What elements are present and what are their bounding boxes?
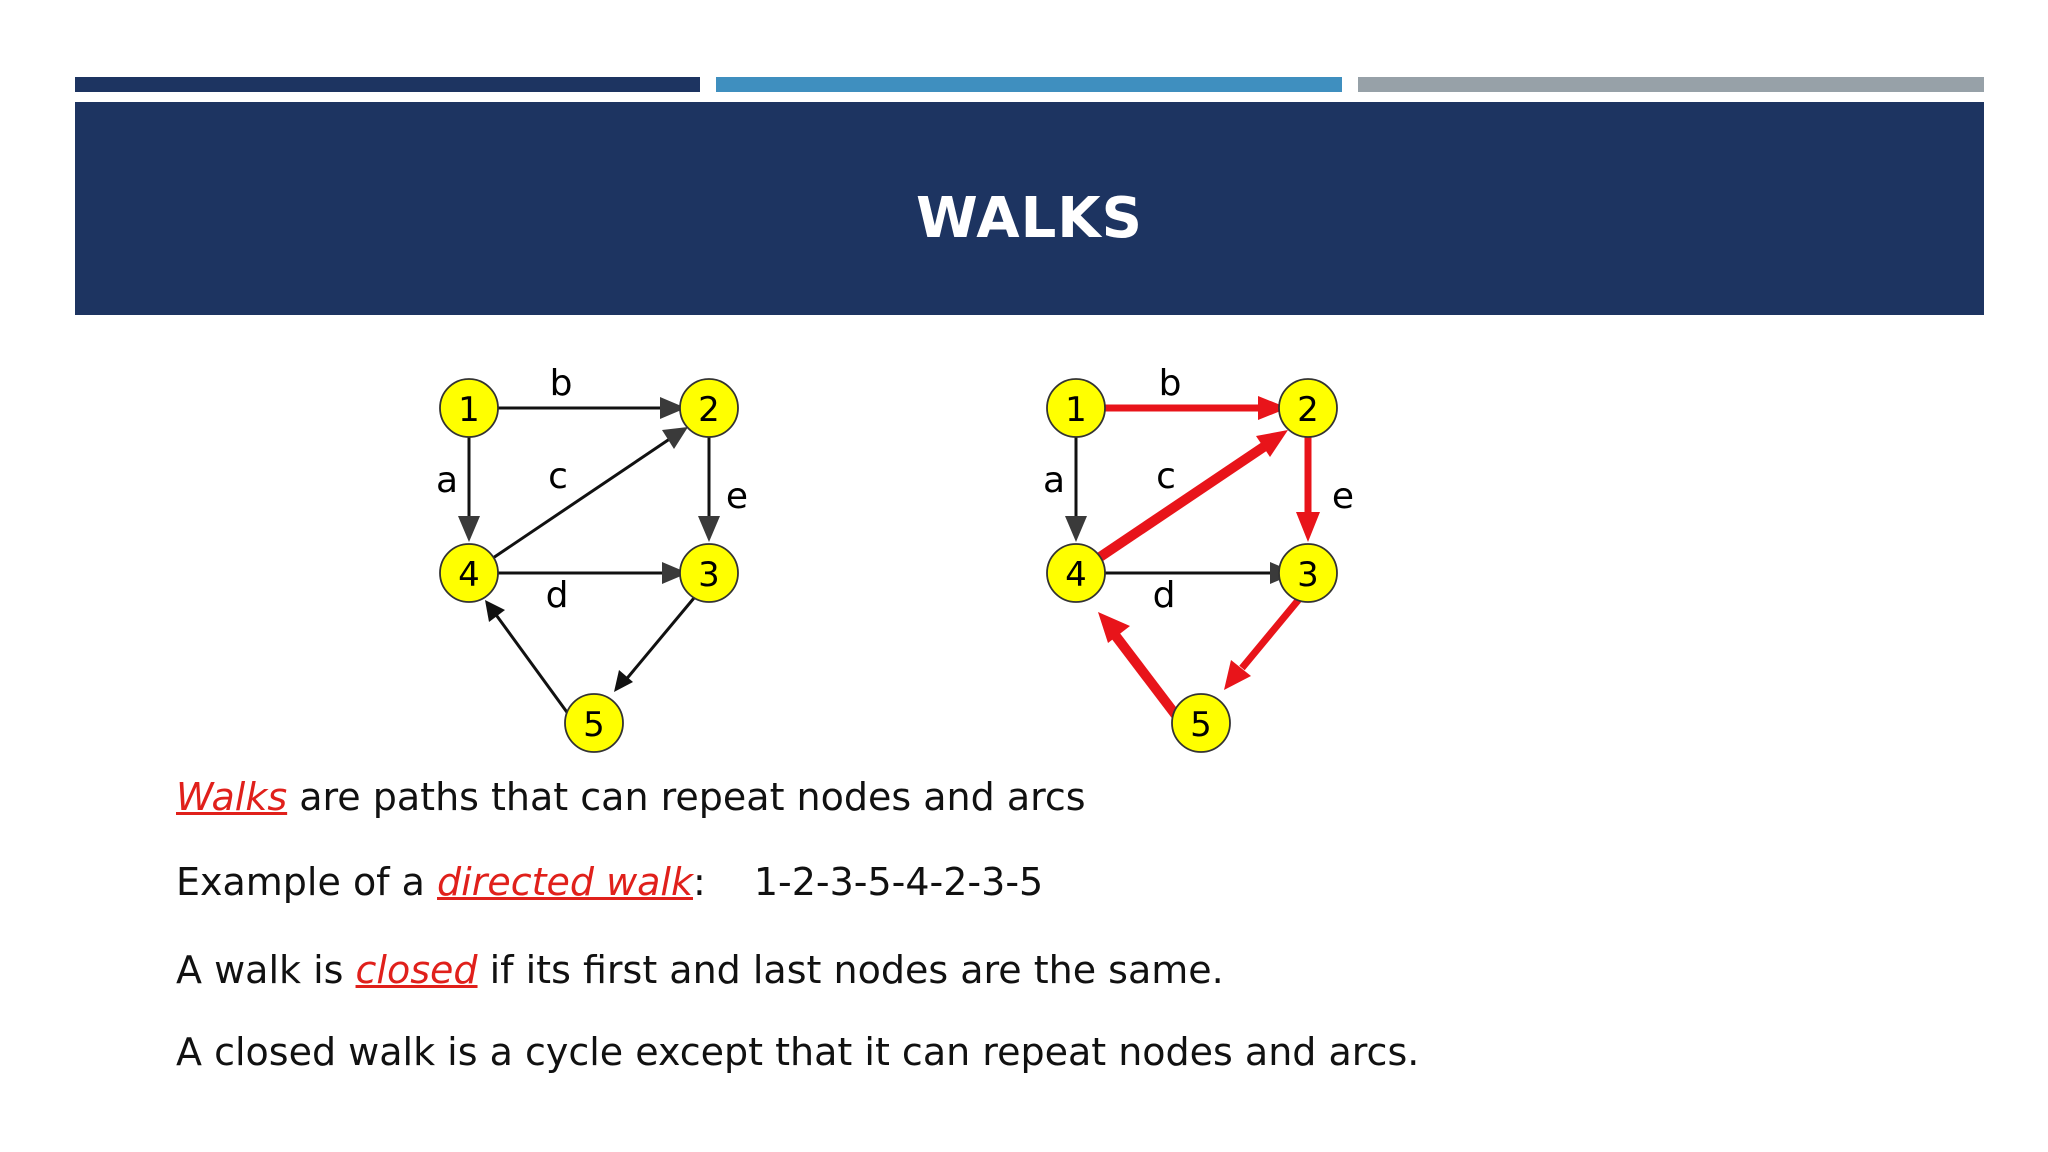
walk-edge-4-2 [1100, 444, 1268, 557]
closed-definition-text: if its first and last nodes are the same. [477, 948, 1224, 992]
arrowhead-c-left [662, 427, 688, 449]
arrowhead-e-left [698, 516, 720, 542]
edge-label-c-right: c [1156, 456, 1176, 497]
edge-label-e-left: e [725, 476, 749, 517]
node-label-1-left: 1 [458, 390, 480, 430]
node-label-3-right: 3 [1297, 555, 1319, 595]
graph-right [1043, 363, 1354, 752]
arrowhead-a-left [458, 516, 480, 542]
edge-3-5-left [624, 598, 694, 682]
term-closed: closed [355, 948, 478, 992]
node-label-3-left: 3 [698, 555, 720, 595]
example-prefix: Example of a [176, 860, 438, 904]
edge-label-d-left: d [545, 575, 569, 616]
node-label-5-left: 5 [583, 705, 605, 745]
walk-edge-5-4 [1115, 635, 1178, 718]
walk-arrowhead-5-4 [1098, 612, 1130, 643]
closed-walk-definition-line [176, 948, 1224, 992]
example-colon: : [693, 860, 706, 904]
edge-label-b-left: b [549, 363, 573, 404]
node-label-4-right: 4 [1065, 555, 1087, 595]
term-directed-walk: directed walk [437, 860, 693, 904]
edge-label-a-right: a [1042, 460, 1066, 501]
term-walks: Walks [176, 775, 288, 819]
arrowhead-5-4-left [485, 600, 505, 622]
walk-edge-3-5 [1242, 598, 1300, 668]
closed-prefix: A walk is [176, 948, 356, 992]
node-label-2-left: 2 [698, 390, 720, 430]
slide-title: WALKS [915, 186, 1143, 251]
edge-label-a-left: a [435, 460, 459, 501]
edge-label-c-left: c [548, 456, 568, 497]
closed-walk-cycle-line: A closed walk is a cycle except that it can repeat nodes and arcs. [176, 1030, 1420, 1074]
edge-label-e-right: e [1331, 476, 1355, 517]
edge-label-d-right: d [1152, 575, 1176, 616]
arrowhead-a-right [1065, 516, 1087, 542]
example-walk-sequence: 1-2-3-5-4-2-3-5 [753, 860, 1044, 904]
directed-walk-example-line [176, 860, 1043, 904]
walk-definition-text: are paths that can repeat nodes and arcs [287, 775, 1086, 819]
node-label-5-right: 5 [1190, 705, 1212, 745]
node-label-1-right: 1 [1065, 390, 1087, 430]
graph-left [436, 363, 748, 752]
edge-c-left [490, 432, 680, 560]
walk-arrowhead-2-3 [1296, 512, 1320, 542]
node-label-4-left: 4 [458, 555, 480, 595]
edge-label-b-right: b [1158, 363, 1182, 404]
node-label-2-right: 2 [1297, 390, 1319, 430]
edge-5-4-left [494, 612, 569, 715]
walk-definition-line [176, 775, 1086, 819]
